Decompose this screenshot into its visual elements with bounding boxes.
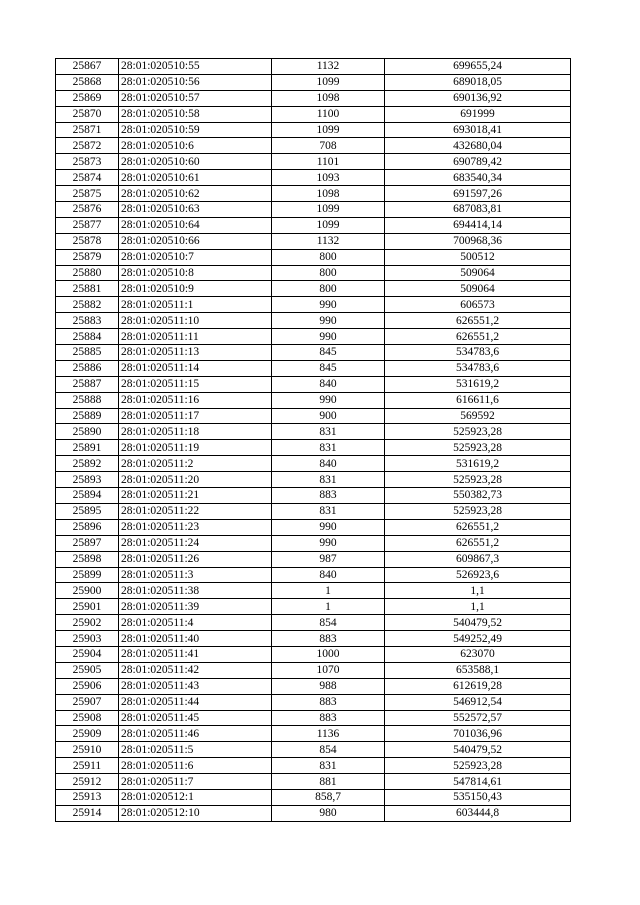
table-row bbox=[56, 694, 571, 710]
cadastral-value-cell: 531619,2 bbox=[385, 376, 571, 392]
area-cell: 831 bbox=[272, 503, 385, 519]
area-cell: 1099 bbox=[272, 122, 385, 138]
area-cell: 1099 bbox=[272, 74, 385, 90]
cadastral-value-cell: 699655,24 bbox=[385, 59, 571, 75]
cadastral-value-cell: 690789,42 bbox=[385, 154, 571, 170]
cadastral-number-cell: 28:01:020511:5 bbox=[119, 742, 272, 758]
area-cell: 988 bbox=[272, 678, 385, 694]
area-cell: 883 bbox=[272, 631, 385, 647]
cadastral-value-cell: 653588,1 bbox=[385, 662, 571, 678]
cadastral-value-cell: 687083,81 bbox=[385, 202, 571, 218]
table-row bbox=[56, 345, 571, 361]
row-number-cell: 25902 bbox=[56, 615, 119, 631]
cadastral-number-cell: 28:01:020511:10 bbox=[119, 313, 272, 329]
cadastral-value-cell: 623070 bbox=[385, 646, 571, 662]
row-number-cell: 25911 bbox=[56, 758, 119, 774]
row-number-cell: 25893 bbox=[56, 472, 119, 488]
row-number-cell: 25907 bbox=[56, 694, 119, 710]
cadastral-number-cell: 28:01:020511:1 bbox=[119, 297, 272, 313]
cadastral-number-cell: 28:01:020511:20 bbox=[119, 472, 272, 488]
table-row bbox=[56, 805, 571, 821]
cadastral-number-cell: 28:01:020511:26 bbox=[119, 551, 272, 567]
row-number-cell: 25908 bbox=[56, 710, 119, 726]
area-cell: 990 bbox=[272, 535, 385, 551]
area-cell: 1 bbox=[272, 583, 385, 599]
row-number-cell: 25882 bbox=[56, 297, 119, 313]
area-cell: 990 bbox=[272, 297, 385, 313]
row-number-cell: 25872 bbox=[56, 138, 119, 154]
cadastral-number-cell: 28:01:020510:7 bbox=[119, 249, 272, 265]
row-number-cell: 25879 bbox=[56, 249, 119, 265]
cadastral-value-cell: 550382,73 bbox=[385, 488, 571, 504]
cadastral-value-cell: 546912,54 bbox=[385, 694, 571, 710]
row-number-cell: 25867 bbox=[56, 59, 119, 75]
cadastral-number-cell: 28:01:020511:21 bbox=[119, 488, 272, 504]
row-number-cell: 25900 bbox=[56, 583, 119, 599]
cadastral-value-cell: 626551,2 bbox=[385, 519, 571, 535]
area-cell: 831 bbox=[272, 424, 385, 440]
cadastral-value-cell: 683540,34 bbox=[385, 170, 571, 186]
area-cell: 845 bbox=[272, 360, 385, 376]
cadastral-value-cell: 509064 bbox=[385, 281, 571, 297]
cadastral-value-cell: 526923,6 bbox=[385, 567, 571, 583]
table-row bbox=[56, 615, 571, 631]
row-number-cell: 25880 bbox=[56, 265, 119, 281]
cadastral-value-cell: 525923,28 bbox=[385, 440, 571, 456]
table-row bbox=[56, 774, 571, 790]
table-row bbox=[56, 106, 571, 122]
area-cell: 1098 bbox=[272, 90, 385, 106]
area-cell: 840 bbox=[272, 567, 385, 583]
area-cell: 831 bbox=[272, 758, 385, 774]
cadastral-number-cell: 28:01:020511:15 bbox=[119, 376, 272, 392]
area-cell: 987 bbox=[272, 551, 385, 567]
cadastral-number-cell: 28:01:020511:22 bbox=[119, 503, 272, 519]
table-row bbox=[56, 503, 571, 519]
cadastral-number-cell: 28:01:020511:41 bbox=[119, 646, 272, 662]
cadastral-number-cell: 28:01:020512:10 bbox=[119, 805, 272, 821]
row-number-cell: 25868 bbox=[56, 74, 119, 90]
cadastral-value-cell: 691999 bbox=[385, 106, 571, 122]
cadastral-value-cell: 525923,28 bbox=[385, 472, 571, 488]
cadastral-value-cell: 1,1 bbox=[385, 583, 571, 599]
cadastral-value-cell: 500512 bbox=[385, 249, 571, 265]
table-row bbox=[56, 631, 571, 647]
row-number-cell: 25896 bbox=[56, 519, 119, 535]
table-row bbox=[56, 567, 571, 583]
table-row bbox=[56, 297, 571, 313]
table-row bbox=[56, 583, 571, 599]
row-number-cell: 25876 bbox=[56, 202, 119, 218]
cadastral-value-cell: 694414,14 bbox=[385, 217, 571, 233]
row-number-cell: 25901 bbox=[56, 599, 119, 615]
row-number-cell: 25885 bbox=[56, 345, 119, 361]
row-number-cell: 25877 bbox=[56, 217, 119, 233]
table-row bbox=[56, 392, 571, 408]
cadastral-number-cell: 28:01:020511:23 bbox=[119, 519, 272, 535]
cadastral-number-cell: 28:01:020511:44 bbox=[119, 694, 272, 710]
area-cell: 1099 bbox=[272, 202, 385, 218]
table-row bbox=[56, 233, 571, 249]
area-cell: 1000 bbox=[272, 646, 385, 662]
area-cell: 1070 bbox=[272, 662, 385, 678]
table-row bbox=[56, 662, 571, 678]
row-number-cell: 25888 bbox=[56, 392, 119, 408]
row-number-cell: 25895 bbox=[56, 503, 119, 519]
area-cell: 854 bbox=[272, 615, 385, 631]
area-cell: 1100 bbox=[272, 106, 385, 122]
cadastral-number-cell: 28:01:020510:66 bbox=[119, 233, 272, 249]
cadastral-value-cell: 549252,49 bbox=[385, 631, 571, 647]
cadastral-number-cell: 28:01:020511:13 bbox=[119, 345, 272, 361]
area-cell: 840 bbox=[272, 456, 385, 472]
cadastral-value-cell: 535150,43 bbox=[385, 789, 571, 805]
row-number-cell: 25914 bbox=[56, 805, 119, 821]
row-number-cell: 25905 bbox=[56, 662, 119, 678]
cadastral-number-cell: 28:01:020511:38 bbox=[119, 583, 272, 599]
cadastral-value-cell: 701036,96 bbox=[385, 726, 571, 742]
table-row bbox=[56, 154, 571, 170]
cadastral-number-cell: 28:01:020511:2 bbox=[119, 456, 272, 472]
table-row bbox=[56, 440, 571, 456]
area-cell: 708 bbox=[272, 138, 385, 154]
area-cell: 990 bbox=[272, 519, 385, 535]
table-row bbox=[56, 726, 571, 742]
table-row bbox=[56, 646, 571, 662]
table-row bbox=[56, 90, 571, 106]
row-number-cell: 25904 bbox=[56, 646, 119, 662]
row-number-cell: 25883 bbox=[56, 313, 119, 329]
area-cell: 1 bbox=[272, 599, 385, 615]
row-number-cell: 25899 bbox=[56, 567, 119, 583]
area-cell: 800 bbox=[272, 281, 385, 297]
cadastral-number-cell: 28:01:020511:42 bbox=[119, 662, 272, 678]
table-row bbox=[56, 789, 571, 805]
cadastral-value-cell: 525923,28 bbox=[385, 503, 571, 519]
area-cell: 854 bbox=[272, 742, 385, 758]
area-cell: 900 bbox=[272, 408, 385, 424]
area-cell: 858,7 bbox=[272, 789, 385, 805]
area-cell: 990 bbox=[272, 313, 385, 329]
row-number-cell: 25898 bbox=[56, 551, 119, 567]
cadastral-value-cell: 626551,2 bbox=[385, 535, 571, 551]
cadastral-value-cell: 569592 bbox=[385, 408, 571, 424]
table-row bbox=[56, 313, 571, 329]
table-row bbox=[56, 599, 571, 615]
area-cell: 883 bbox=[272, 694, 385, 710]
table-row bbox=[56, 758, 571, 774]
cadastral-number-cell: 28:01:020510:63 bbox=[119, 202, 272, 218]
table-row bbox=[56, 59, 571, 75]
area-cell: 831 bbox=[272, 472, 385, 488]
area-cell: 1132 bbox=[272, 59, 385, 75]
table-row bbox=[56, 456, 571, 472]
row-number-cell: 25886 bbox=[56, 360, 119, 376]
cadastral-number-cell: 28:01:020510:55 bbox=[119, 59, 272, 75]
cadastral-value-cell: 531619,2 bbox=[385, 456, 571, 472]
area-cell: 831 bbox=[272, 440, 385, 456]
table-row bbox=[56, 202, 571, 218]
cadastral-value-cell: 534783,6 bbox=[385, 360, 571, 376]
cadastral-number-cell: 28:01:020511:14 bbox=[119, 360, 272, 376]
table-row bbox=[56, 281, 571, 297]
cadastral-number-cell: 28:01:020511:11 bbox=[119, 329, 272, 345]
table-row bbox=[56, 170, 571, 186]
row-number-cell: 25912 bbox=[56, 774, 119, 790]
cadastral-number-cell: 28:01:020511:6 bbox=[119, 758, 272, 774]
cadastral-value-cell: 616611,6 bbox=[385, 392, 571, 408]
cadastral-value-cell: 547814,61 bbox=[385, 774, 571, 790]
table-row bbox=[56, 519, 571, 535]
table-row bbox=[56, 74, 571, 90]
row-number-cell: 25875 bbox=[56, 186, 119, 202]
row-number-cell: 25892 bbox=[56, 456, 119, 472]
row-number-cell: 25897 bbox=[56, 535, 119, 551]
area-cell: 800 bbox=[272, 249, 385, 265]
cadastral-number-cell: 28:01:020511:4 bbox=[119, 615, 272, 631]
cadastral-number-cell: 28:01:020510:59 bbox=[119, 122, 272, 138]
cadastral-value-cell: 540479,52 bbox=[385, 742, 571, 758]
row-number-cell: 25878 bbox=[56, 233, 119, 249]
row-number-cell: 25874 bbox=[56, 170, 119, 186]
table-row bbox=[56, 265, 571, 281]
table-row bbox=[56, 138, 571, 154]
table-row bbox=[56, 424, 571, 440]
area-cell: 1098 bbox=[272, 186, 385, 202]
table-row bbox=[56, 249, 571, 265]
row-number-cell: 25909 bbox=[56, 726, 119, 742]
table-row bbox=[56, 472, 571, 488]
cadastral-value-cell: 691597,26 bbox=[385, 186, 571, 202]
cadastral-number-cell: 28:01:020511:40 bbox=[119, 631, 272, 647]
row-number-cell: 25881 bbox=[56, 281, 119, 297]
table-row bbox=[56, 408, 571, 424]
table-row bbox=[56, 360, 571, 376]
cadastral-number-cell: 28:01:020511:45 bbox=[119, 710, 272, 726]
cadastral-number-cell: 28:01:020511:7 bbox=[119, 774, 272, 790]
cadastral-value-cell: 606573 bbox=[385, 297, 571, 313]
cadastral-number-cell: 28:01:020510:8 bbox=[119, 265, 272, 281]
row-number-cell: 25870 bbox=[56, 106, 119, 122]
cadastral-value-cell: 534783,6 bbox=[385, 345, 571, 361]
table-row bbox=[56, 186, 571, 202]
row-number-cell: 25913 bbox=[56, 789, 119, 805]
area-cell: 1132 bbox=[272, 233, 385, 249]
cadastral-number-cell: 28:01:020511:16 bbox=[119, 392, 272, 408]
cadastral-number-cell: 28:01:020511:24 bbox=[119, 535, 272, 551]
area-cell: 881 bbox=[272, 774, 385, 790]
area-cell: 1093 bbox=[272, 170, 385, 186]
table-row bbox=[56, 122, 571, 138]
area-cell: 990 bbox=[272, 392, 385, 408]
area-cell: 883 bbox=[272, 710, 385, 726]
cadastral-value-cell: 626551,2 bbox=[385, 329, 571, 345]
cadastral-value-cell: 1,1 bbox=[385, 599, 571, 615]
area-cell: 800 bbox=[272, 265, 385, 281]
cadastral-value-cell: 540479,52 bbox=[385, 615, 571, 631]
cadastral-number-cell: 28:01:020512:1 bbox=[119, 789, 272, 805]
cadastral-number-cell: 28:01:020510:57 bbox=[119, 90, 272, 106]
row-number-cell: 25894 bbox=[56, 488, 119, 504]
cadastral-value-cell: 509064 bbox=[385, 265, 571, 281]
cadastral-value-cell: 700968,36 bbox=[385, 233, 571, 249]
row-number-cell: 25910 bbox=[56, 742, 119, 758]
row-number-cell: 25887 bbox=[56, 376, 119, 392]
cadastral-number-cell: 28:01:020511:46 bbox=[119, 726, 272, 742]
table-row bbox=[56, 217, 571, 233]
cadastral-value-cell: 690136,92 bbox=[385, 90, 571, 106]
area-cell: 1099 bbox=[272, 217, 385, 233]
cadastral-value-cell: 525923,28 bbox=[385, 758, 571, 774]
cadastral-number-cell: 28:01:020510:60 bbox=[119, 154, 272, 170]
table-row bbox=[56, 678, 571, 694]
cadastral-value-cell: 693018,41 bbox=[385, 122, 571, 138]
cadastral-value-cell: 612619,28 bbox=[385, 678, 571, 694]
cadastral-number-cell: 28:01:020510:9 bbox=[119, 281, 272, 297]
cadastral-number-cell: 28:01:020510:58 bbox=[119, 106, 272, 122]
row-number-cell: 25889 bbox=[56, 408, 119, 424]
cadastral-value-cell: 432680,04 bbox=[385, 138, 571, 154]
cadastral-value-cell: 525923,28 bbox=[385, 424, 571, 440]
area-cell: 1136 bbox=[272, 726, 385, 742]
cadastral-table-body bbox=[56, 59, 571, 822]
row-number-cell: 25906 bbox=[56, 678, 119, 694]
cadastral-value-cell: 689018,05 bbox=[385, 74, 571, 90]
area-cell: 990 bbox=[272, 329, 385, 345]
table-row bbox=[56, 710, 571, 726]
row-number-cell: 25869 bbox=[56, 90, 119, 106]
row-number-cell: 25871 bbox=[56, 122, 119, 138]
area-cell: 845 bbox=[272, 345, 385, 361]
cadastral-number-cell: 28:01:020511:19 bbox=[119, 440, 272, 456]
cadastral-value-cell: 552572,57 bbox=[385, 710, 571, 726]
row-number-cell: 25891 bbox=[56, 440, 119, 456]
cadastral-value-cell: 626551,2 bbox=[385, 313, 571, 329]
cadastral-value-cell: 609867,3 bbox=[385, 551, 571, 567]
row-number-cell: 25884 bbox=[56, 329, 119, 345]
area-cell: 840 bbox=[272, 376, 385, 392]
cadastral-table bbox=[55, 58, 571, 822]
cadastral-number-cell: 28:01:020510:61 bbox=[119, 170, 272, 186]
cadastral-number-cell: 28:01:020511:3 bbox=[119, 567, 272, 583]
row-number-cell: 25873 bbox=[56, 154, 119, 170]
table-row bbox=[56, 535, 571, 551]
cadastral-number-cell: 28:01:020511:39 bbox=[119, 599, 272, 615]
area-cell: 980 bbox=[272, 805, 385, 821]
cadastral-number-cell: 28:01:020510:56 bbox=[119, 74, 272, 90]
cadastral-number-cell: 28:01:020510:64 bbox=[119, 217, 272, 233]
row-number-cell: 25903 bbox=[56, 631, 119, 647]
table-row bbox=[56, 742, 571, 758]
cadastral-number-cell: 28:01:020511:18 bbox=[119, 424, 272, 440]
table-row bbox=[56, 329, 571, 345]
table-row bbox=[56, 488, 571, 504]
cadastral-number-cell: 28:01:020511:17 bbox=[119, 408, 272, 424]
cadastral-number-cell: 28:01:020511:43 bbox=[119, 678, 272, 694]
area-cell: 1101 bbox=[272, 154, 385, 170]
cadastral-number-cell: 28:01:020510:6 bbox=[119, 138, 272, 154]
area-cell: 883 bbox=[272, 488, 385, 504]
cadastral-number-cell: 28:01:020510:62 bbox=[119, 186, 272, 202]
table-row bbox=[56, 551, 571, 567]
row-number-cell: 25890 bbox=[56, 424, 119, 440]
table-row bbox=[56, 376, 571, 392]
cadastral-value-cell: 603444,8 bbox=[385, 805, 571, 821]
